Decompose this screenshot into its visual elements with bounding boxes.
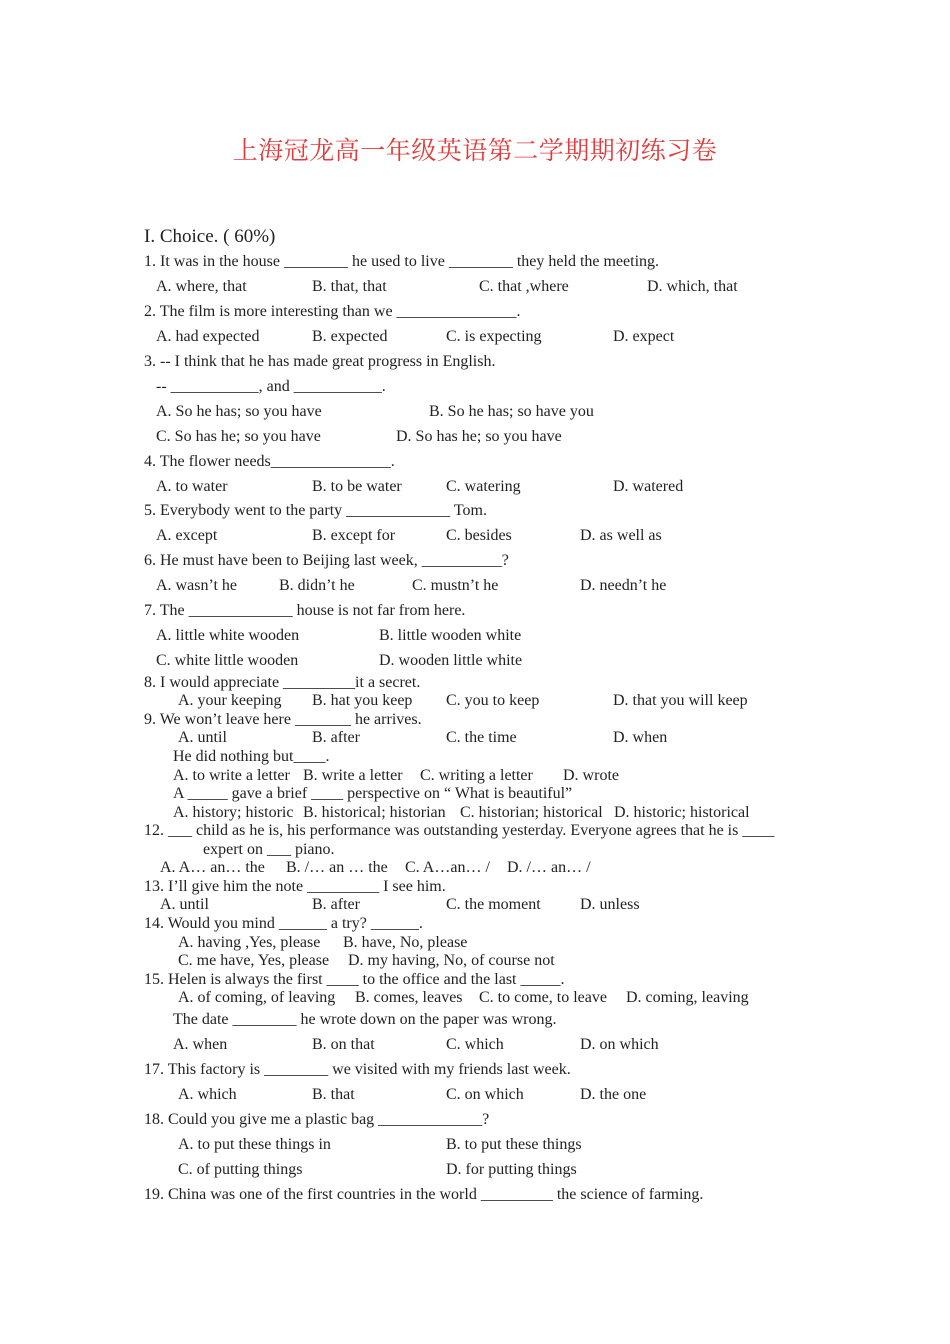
q12-stem: 12. ___ child as he is, his performance was outstanding yesterday. Everyone agrees that he is ____ [144, 822, 775, 839]
q9-option-c[interactable]: C. the time [446, 729, 517, 746]
q13-option-d[interactable]: D. unless [580, 896, 640, 913]
q11-stem: A _____ gave a brief ____ perspective on “ What is beautiful” [173, 785, 573, 802]
q13-option-b[interactable]: B. after [312, 896, 360, 913]
q12-option-a[interactable]: A. A… an… the [160, 859, 265, 876]
q10-option-b[interactable]: B. write a letter [303, 767, 403, 784]
q18-option-c[interactable]: C. of putting things [178, 1161, 303, 1178]
q6-option-a[interactable]: A. wasn’t he [156, 577, 238, 594]
q10-option-d[interactable]: D. wrote [563, 767, 619, 784]
q6-option-c[interactable]: C. mustn’t he [412, 577, 499, 594]
q10-option-c[interactable]: C. writing a letter [420, 767, 533, 784]
q8-stem: 8. I would appreciate _________it a secret. [144, 674, 421, 691]
q15-option-d[interactable]: D. coming, leaving [626, 989, 749, 1006]
q10-option-a[interactable]: A. to write a letter [173, 767, 290, 784]
q1-option-a[interactable]: A. where, that [156, 278, 247, 295]
q11-option-d[interactable]: D. historic; historical [614, 804, 750, 821]
q14-stem: 14. Would you mind ______ a try? ______. [144, 915, 423, 932]
q6-stem: 6. He must have been to Beijing last week, __________? [144, 552, 509, 569]
q17-option-d[interactable]: D. the one [580, 1086, 647, 1103]
q15-option-a[interactable]: A. of coming, of leaving [178, 989, 336, 1006]
q2-option-a[interactable]: A. had expected [156, 328, 260, 345]
q13-option-a[interactable]: A. until [160, 896, 209, 913]
q15-stem: 15. Helen is always the first ____ to the office and the last _____. [144, 971, 565, 988]
q1-option-b[interactable]: B. that, that [312, 278, 387, 295]
q2-option-d[interactable]: D. expect [613, 328, 675, 345]
q18-option-d[interactable]: D. for putting things [446, 1161, 577, 1178]
q2-option-c[interactable]: C. is expecting [446, 328, 542, 345]
q13-option-c[interactable]: C. the moment [446, 896, 541, 913]
q16-option-c[interactable]: C. which [446, 1036, 504, 1053]
q2-option-b[interactable]: B. expected [312, 328, 388, 345]
q14-option-d[interactable]: D. my having, No, of course not [348, 952, 555, 969]
q4-option-b[interactable]: B. to be water [312, 478, 402, 495]
q12-stem-cont: expert on ___ piano. [203, 841, 335, 858]
q12-option-b[interactable]: B. /… an … the [286, 859, 388, 876]
q1-stem: 1. It was in the house ________ he used to live ________ they held the meeting. [144, 253, 660, 270]
q8-option-c[interactable]: C. you to keep [446, 692, 540, 709]
q14-option-c[interactable]: C. me have, Yes, please [178, 952, 330, 969]
q7-option-a[interactable]: A. little white wooden [156, 627, 300, 644]
q16-stem: The date ________ he wrote down on the paper was wrong. [173, 1011, 557, 1028]
q19-stem: 19. China was one of the first countries in the world _________ the science of farming. [144, 1186, 704, 1203]
q7-option-c[interactable]: C. white little wooden [156, 652, 299, 669]
q4-stem: 4. The flower needs_______________. [144, 453, 395, 470]
q3-option-a[interactable]: A. So he has; so you have [156, 403, 322, 420]
q9-stem: 9. We won’t leave here _______ he arrives. [144, 711, 422, 728]
q7-option-b[interactable]: B. little wooden white [379, 627, 522, 644]
q16-option-d[interactable]: D. on which [580, 1036, 659, 1053]
q10-stem: He did nothing but____. [173, 748, 330, 765]
q17-stem: 17. This factory is ________ we visited with my friends last week. [144, 1061, 571, 1078]
q5-option-b[interactable]: B. except for [312, 527, 396, 544]
q16-option-b[interactable]: B. on that [312, 1036, 375, 1053]
q14-option-a[interactable]: A. having ,Yes, please [178, 934, 321, 951]
q17-option-b[interactable]: B. that [312, 1086, 355, 1103]
q5-option-c[interactable]: C. besides [446, 527, 512, 544]
q5-option-a[interactable]: A. except [156, 527, 218, 544]
q15-option-b[interactable]: B. comes, leaves [355, 989, 463, 1006]
q8-option-d[interactable]: D. that you will keep [613, 692, 748, 709]
q5-option-d[interactable]: D. as well as [580, 527, 662, 544]
q11-option-a[interactable]: A. history; historic [173, 804, 294, 821]
q3-option-b[interactable]: B. So he has; so have you [429, 403, 594, 420]
q1-option-c[interactable]: C. that ,where [479, 278, 569, 295]
q18-stem: 18. Could you give me a plastic bag _____________? [144, 1111, 490, 1128]
q9-option-b[interactable]: B. after [312, 729, 360, 746]
q18-option-a[interactable]: A. to put these things in [178, 1136, 331, 1153]
q3-option-c[interactable]: C. So has he; so you have [156, 428, 321, 445]
q6-option-d[interactable]: D. needn’t he [580, 577, 667, 594]
page-title: 上海冠龙高一年级英语第二学期期初练习卷 [232, 136, 718, 165]
q15-option-c[interactable]: C. to come, to leave [479, 989, 607, 1006]
q1-option-d[interactable]: D. which, that [647, 278, 738, 295]
q7-stem: 7. The _____________ house is not far from here. [144, 602, 466, 619]
q9-option-d[interactable]: D. when [613, 729, 668, 746]
q2-stem: 2. The film is more interesting than we _______________. [144, 303, 521, 320]
q4-option-d[interactable]: D. watered [613, 478, 684, 495]
q11-option-c[interactable]: C. historian; historical [460, 804, 603, 821]
section-heading: I. Choice. ( 60%) [144, 226, 276, 247]
q12-option-d[interactable]: D. /… an… / [507, 859, 591, 876]
q4-option-a[interactable]: A. to water [156, 478, 228, 495]
q17-option-c[interactable]: C. on which [446, 1086, 524, 1103]
q18-option-b[interactable]: B. to put these things [446, 1136, 582, 1153]
q3-option-d[interactable]: D. So has he; so you have [396, 428, 562, 445]
q8-option-a[interactable]: A. your keeping [178, 692, 282, 709]
q12-option-c[interactable]: C. A…an… / [405, 859, 490, 876]
q8-option-b[interactable]: B. hat you keep [312, 692, 413, 709]
q4-option-c[interactable]: C. watering [446, 478, 521, 495]
q11-option-b[interactable]: B. historical; historian [303, 804, 446, 821]
q9-option-a[interactable]: A. until [178, 729, 227, 746]
q6-option-b[interactable]: B. didn’t he [279, 577, 355, 594]
q3-stem: 3. -- I think that he has made great progress in English. [144, 353, 496, 370]
q17-option-a[interactable]: A. which [178, 1086, 237, 1103]
q5-stem: 5. Everybody went to the party _____________ Tom. [144, 502, 487, 519]
q16-option-a[interactable]: A. when [173, 1036, 228, 1053]
q14-option-b[interactable]: B. have, No, please [343, 934, 468, 951]
q3-stem-reply: -- ___________, and ___________. [156, 378, 386, 395]
q7-option-d[interactable]: D. wooden little white [379, 652, 523, 669]
q13-stem: 13. I’ll give him the note _________ I see him. [144, 878, 446, 895]
